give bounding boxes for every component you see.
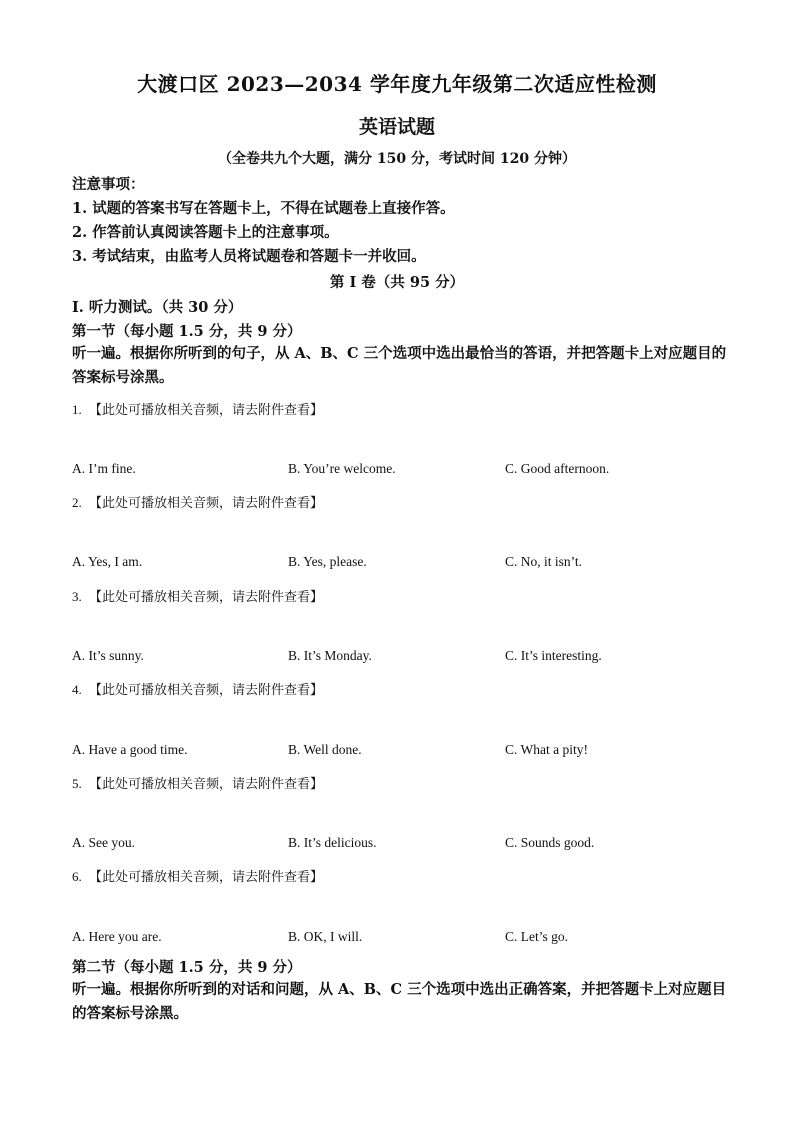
option-c: C. No, it isn’t. <box>505 554 583 569</box>
option-a: A. See you. <box>72 835 135 850</box>
question-5 <box>72 773 323 792</box>
option-b: B. It’s Monday. <box>288 648 372 663</box>
option-c: C. Let’s go. <box>505 929 568 944</box>
question-6 <box>72 866 323 885</box>
audio-prompt[interactable]: 【此处可播放相关音频，请去附件查看】 <box>89 870 324 885</box>
audio-prompt[interactable]: 【此处可播放相关音频，请去附件查看】 <box>89 403 324 418</box>
option-b: B. It’s delicious. <box>288 835 377 850</box>
section1-heading: 第一节（每小题 1.5 分，共 9 分） <box>72 323 302 340</box>
option-c: C. Sounds good. <box>505 835 595 850</box>
option-c: C. Good afternoon. <box>505 461 610 476</box>
section2-heading: 第二节（每小题 1.5 分，共 9 分） <box>72 959 302 976</box>
option-c: C. It’s interesting. <box>505 648 602 663</box>
question-3 <box>72 586 323 605</box>
exam-title: 大渡口区 2023—2034 学年度九年级第二次适应性检测 <box>137 72 657 96</box>
notice-item-3: 3. 考试结束，由监考人员将试题卷和答题卡一并收回。 <box>72 248 426 265</box>
notice-item-1: 1. 试题的答案书写在答题卡上，不得在试题卷上直接作答。 <box>72 200 455 217</box>
question-2 <box>72 492 323 511</box>
volume-title: 第 I 卷（共 95 分） <box>329 274 465 291</box>
notice-heading: 注意事项： <box>72 176 145 193</box>
question-number: 2. <box>72 495 82 510</box>
option-a: A. I’m fine. <box>72 461 136 476</box>
option-a: A. Here you are. <box>72 929 162 944</box>
question-1 <box>72 399 323 418</box>
section2-instruction: 听一遍。根据你所听到的对话和问题，从 A、B、C 三个选项中选出正确答案，并把答题卡上对应题目的答案标号涂黑。 <box>72 981 727 1022</box>
section1-instruction: 听一遍。根据你所听到的句子，从 A、B、C 三个选项中选出最恰当的答语，并把答题卡上对应题目的答案标号涂黑。 <box>72 345 727 386</box>
question-number: 1. <box>72 402 82 417</box>
option-a: A. It’s sunny. <box>72 648 144 663</box>
question-number: 5. <box>72 776 82 791</box>
option-b: B. OK, I will. <box>288 929 363 944</box>
option-b: B. Yes, please. <box>288 554 367 569</box>
question-number: 6. <box>72 869 82 884</box>
audio-prompt[interactable]: 【此处可播放相关音频，请去附件查看】 <box>89 590 324 605</box>
audio-prompt[interactable]: 【此处可播放相关音频，请去附件查看】 <box>89 777 324 792</box>
exam-note: （全卷共九个大题，满分 150 分，考试时间 120 分钟） <box>218 151 576 167</box>
audio-prompt[interactable]: 【此处可播放相关音频，请去附件查看】 <box>89 683 324 698</box>
option-b: B. Well done. <box>288 742 362 757</box>
question-number: 3. <box>72 589 82 604</box>
option-a: A. Have a good time. <box>72 742 188 757</box>
notice-item-2: 2. 作答前认真阅读答题卡上的注意事项。 <box>72 224 339 241</box>
question-number: 4. <box>72 682 82 697</box>
option-c: C. What a pity! <box>505 742 588 757</box>
question-4 <box>72 679 323 698</box>
audio-prompt[interactable]: 【此处可播放相关音频，请去附件查看】 <box>89 496 324 511</box>
exam-subtitle: 英语试题 <box>358 116 435 138</box>
part1-heading: Ⅰ. 听力测试。（共 30 分） <box>72 299 243 316</box>
option-a: A. Yes, I am. <box>72 554 143 569</box>
option-b: B. You’re welcome. <box>288 461 396 476</box>
